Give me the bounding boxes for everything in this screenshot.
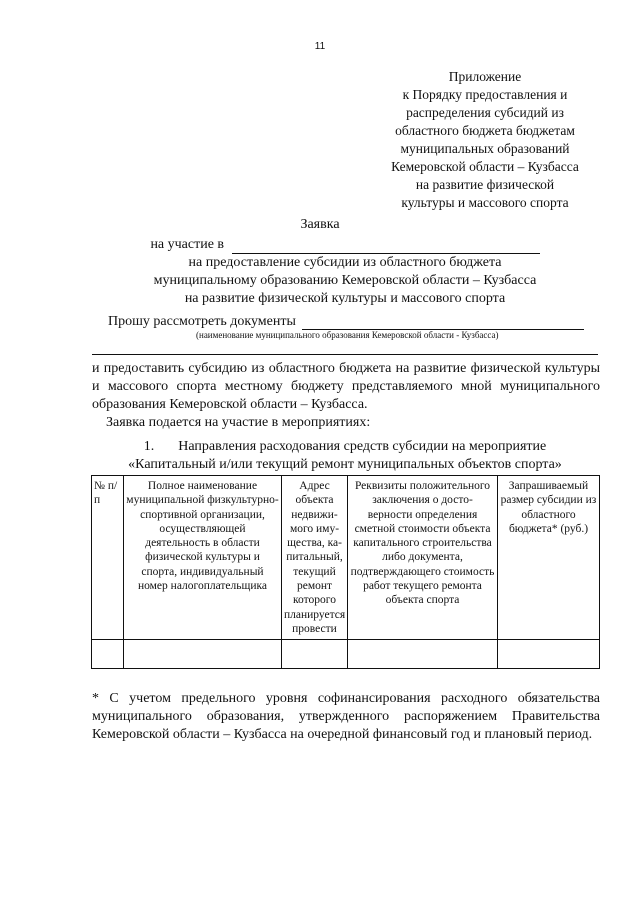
participation-label: на участие в: [150, 237, 225, 252]
col-number: № п/п: [92, 476, 124, 640]
subsidy-table: [91, 475, 600, 669]
table-cell[interactable]: [124, 640, 282, 669]
appendix-header: [370, 68, 600, 212]
direction-number: 1.: [143, 439, 155, 454]
application-line-3: муниципальному образованию Кемеровской области – Кузбасса: [153, 273, 537, 288]
request-line: [108, 314, 584, 330]
table-cell[interactable]: [92, 640, 124, 669]
col-address: Адрес объекта недвижи-мого иму-щества, ка-питальный, текущий ремонт которого планируется провести: [282, 476, 348, 640]
appendix-line: к Порядку предоставления и: [402, 87, 568, 102]
application-line-4: на развитие физической культуры и массового спорта: [184, 291, 506, 306]
table-cell[interactable]: [348, 640, 498, 669]
participation-blank[interactable]: [232, 241, 540, 254]
page-number: 11: [314, 41, 326, 52]
appendix-line: областного бюджета бюджетам: [395, 123, 575, 138]
appendix-line: Кемеровской области – Кузбасса: [391, 159, 579, 174]
request-paragraph: и предоставить субсидию из областного бюджета на развитие физической культуры и массового спорта местному бюджету представляемого мной муниципального образования Кемеровской области – Кузбасса.: [92, 361, 600, 412]
municipality-hint: (наименование муниципального образования Кемеровской области - Кузбасса): [196, 330, 499, 340]
footnote: * С учетом предельного уровня софинансирования расходного обязательства муниципального образования, утвержденного распоряжением Правительства Кемеровской области – Кузбасса на очередной финансовый год и плановый период.: [92, 691, 600, 742]
table-row: [92, 640, 600, 669]
col-amount: Запрашиваемый размер субсидии из областного бюджета* (руб.): [498, 476, 600, 640]
col-requisites: Реквизиты положительного заключения о досто-верности определения сметной стоимости объекта капитального строительства либо документа, подтверждающего стоимость работ текущего ремонта объекта спорта: [348, 476, 498, 640]
application-line-1: [0, 236, 640, 254]
appendix-line: муниципальных образований: [400, 141, 570, 156]
table-cell[interactable]: [282, 640, 348, 669]
appendix-line: Приложение: [448, 69, 522, 84]
application-line-2: на предоставление субсидии из областного бюджета: [188, 255, 502, 270]
col-organization: Полное наименование муниципальной физкультурно-спортивной организации, осуществляющей деятельность в области физической культуры и спорта, индивидуальный номер налогоплательщика: [124, 476, 282, 640]
appendix-line: культуры и массового спорта: [401, 195, 569, 210]
direction-text: Направления расходования средств субсидии на мероприятие: [178, 439, 547, 454]
appendix-line: на развитие физической: [415, 177, 555, 192]
application-title: Заявка: [300, 217, 340, 232]
direction-line-2: «Капитальный и/или текущий ремонт муниципальных объектов спорта»: [128, 457, 562, 472]
request-label: Прошу рассмотреть документы: [108, 314, 296, 329]
table-header-row: [92, 476, 600, 640]
direction-line-1: [0, 438, 640, 456]
municipality-blank-continued[interactable]: [92, 354, 598, 355]
municipality-blank[interactable]: [302, 317, 584, 330]
table-cell[interactable]: [498, 640, 600, 669]
appendix-line: распределения субсидий из: [406, 105, 564, 120]
events-line: Заявка подается на участие в мероприятиях:: [106, 415, 371, 430]
